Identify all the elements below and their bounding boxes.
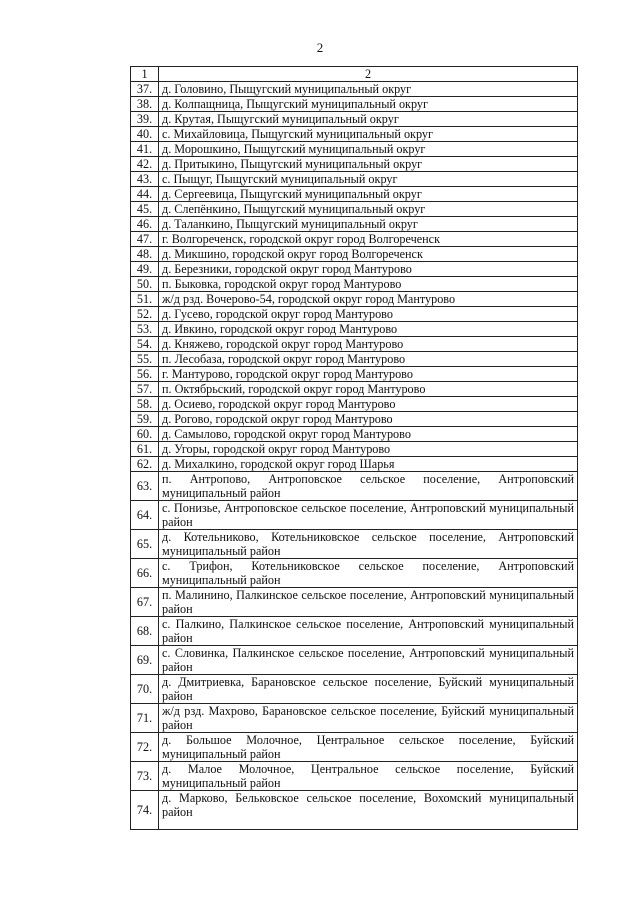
row-number: 73. — [131, 762, 159, 791]
table-row — [131, 397, 578, 412]
table-row — [131, 646, 578, 675]
table-row — [131, 277, 578, 292]
settlement-description: д. Котельниково, Котельниковское сельское поселение, Антроповский муниципальный район — [159, 530, 578, 559]
row-number: 66. — [131, 559, 159, 588]
table-row — [131, 82, 578, 97]
table-row — [131, 337, 578, 352]
row-number: 47. — [131, 232, 159, 247]
table-row — [131, 501, 578, 530]
row-number: 49. — [131, 262, 159, 277]
settlement-description: д. Колпащница, Пыщугский муниципальный округ — [159, 97, 578, 112]
row-number: 64. — [131, 501, 159, 530]
settlement-description: с. Словинка, Палкинское сельское поселение, Антроповский муниципальный район — [159, 646, 578, 675]
settlement-description: ж/д рзд. Вочерово-54, городской округ город Мантурово — [159, 292, 578, 307]
column-header-number: 1 — [131, 67, 159, 82]
table-row — [131, 588, 578, 617]
settlement-description: г. Мантурово, городской округ город Мантурово — [159, 367, 578, 382]
table-row — [131, 307, 578, 322]
page-number: 2 — [316, 40, 324, 55]
settlement-description: д. Крутая, Пыщугский муниципальный округ — [159, 112, 578, 127]
table-row — [131, 142, 578, 157]
row-number: 41. — [131, 142, 159, 157]
row-number: 37. — [131, 82, 159, 97]
table-row — [131, 112, 578, 127]
table-row — [131, 412, 578, 427]
settlement-description: п. Малинино, Палкинское сельское поселение, Антроповский муниципальный район — [159, 588, 578, 617]
settlement-description: с. Михайловица, Пыщугский муниципальный округ — [159, 127, 578, 142]
row-number: 45. — [131, 202, 159, 217]
table-row — [131, 675, 578, 704]
row-number: 40. — [131, 127, 159, 142]
row-number: 72. — [131, 733, 159, 762]
row-number: 43. — [131, 172, 159, 187]
row-number: 71. — [131, 704, 159, 733]
table-row — [131, 217, 578, 232]
row-number: 69. — [131, 646, 159, 675]
table-row — [131, 247, 578, 262]
table-row — [131, 97, 578, 112]
table-row — [131, 427, 578, 442]
settlement-description: п. Быковка, городской округ город Мантурово — [159, 277, 578, 292]
table-row — [131, 157, 578, 172]
settlement-description: с. Понизье, Антроповское сельское поселение, Антроповский муниципальный район — [159, 501, 578, 530]
table-row — [131, 367, 578, 382]
row-number: 67. — [131, 588, 159, 617]
table-row — [131, 472, 578, 501]
settlement-description: п. Антропово, Антроповское сельское поселение, Антроповский муниципальный район — [159, 472, 578, 501]
settlement-description: д. Рогово, городской округ город Мантурово — [159, 412, 578, 427]
row-number: 74. — [131, 791, 159, 830]
settlement-description: д. Княжево, городской округ город Мантурово — [159, 337, 578, 352]
row-number: 57. — [131, 382, 159, 397]
table-row — [131, 442, 578, 457]
settlement-description: ж/д рзд. Махрово, Барановское сельское поселение, Буйский муниципальный район — [159, 704, 578, 733]
row-number: 58. — [131, 397, 159, 412]
row-number: 56. — [131, 367, 159, 382]
table-row — [131, 530, 578, 559]
settlement-description: с. Трифон, Котельниковское сельское поселение, Антроповский муниципальный район — [159, 559, 578, 588]
row-number: 50. — [131, 277, 159, 292]
settlement-description: д. Таланкино, Пыщугский муниципальный округ — [159, 217, 578, 232]
settlement-description: д. Осиево, городской округ город Мантурово — [159, 397, 578, 412]
settlement-description: г. Волгореченск, городской округ город Волгореченск — [159, 232, 578, 247]
row-number: 70. — [131, 675, 159, 704]
table-row — [131, 457, 578, 472]
table-row — [131, 292, 578, 307]
row-number: 55. — [131, 352, 159, 367]
row-number: 65. — [131, 530, 159, 559]
table-row — [131, 352, 578, 367]
row-number: 61. — [131, 442, 159, 457]
row-number: 38. — [131, 97, 159, 112]
settlement-description: д. Ивкино, городской округ город Мантурово — [159, 322, 578, 337]
row-number: 42. — [131, 157, 159, 172]
table-row — [131, 382, 578, 397]
row-number: 60. — [131, 427, 159, 442]
row-number: 63. — [131, 472, 159, 501]
settlement-description: д. Самылово, городской округ город Мантурово — [159, 427, 578, 442]
settlement-description: д. Марково, Бельковское сельское поселение, Вохомский муниципальный район — [159, 791, 578, 830]
row-number: 39. — [131, 112, 159, 127]
settlement-description: с. Палкино, Палкинское сельское поселение, Антроповский муниципальный район — [159, 617, 578, 646]
settlement-description: д. Березники, городской округ город Мантурово — [159, 262, 578, 277]
table-row — [131, 262, 578, 277]
settlements-table — [130, 66, 578, 830]
table-row — [131, 187, 578, 202]
row-number: 48. — [131, 247, 159, 262]
row-number: 44. — [131, 187, 159, 202]
table-row — [131, 733, 578, 762]
settlement-description: п. Октябрьский, городской округ город Мантурово — [159, 382, 578, 397]
table-row — [131, 127, 578, 142]
table-row — [131, 202, 578, 217]
settlement-description: д. Дмитриевка, Барановское сельское поселение, Буйский муниципальный район — [159, 675, 578, 704]
table-row — [131, 617, 578, 646]
table-row — [131, 322, 578, 337]
table-row — [131, 791, 578, 830]
row-number: 62. — [131, 457, 159, 472]
settlement-description: д. Морошкино, Пыщугский муниципальный округ — [159, 142, 578, 157]
table-row — [131, 232, 578, 247]
settlement-description: д. Головино, Пыщугский муниципальный округ — [159, 82, 578, 97]
table-row — [131, 704, 578, 733]
settlement-description: д. Гусево, городской округ город Мантурово — [159, 307, 578, 322]
settlement-description: д. Большое Молочное, Центральное сельское поселение, Буйский муниципальный район — [159, 733, 578, 762]
row-number: 68. — [131, 617, 159, 646]
settlement-description: д. Слепёнкино, Пыщугский муниципальный округ — [159, 202, 578, 217]
settlement-description: д. Михалкино, городской округ город Шарья — [159, 457, 578, 472]
row-number: 53. — [131, 322, 159, 337]
row-number: 51. — [131, 292, 159, 307]
column-header-description: 2 — [159, 67, 578, 82]
settlement-description: д. Притыкино, Пыщугский муниципальный округ — [159, 157, 578, 172]
row-number: 52. — [131, 307, 159, 322]
table-body — [131, 82, 578, 830]
table-row — [131, 559, 578, 588]
table-header-row — [131, 67, 578, 82]
row-number: 54. — [131, 337, 159, 352]
settlement-description: д. Сергеевица, Пыщугский муниципальный округ — [159, 187, 578, 202]
row-number: 59. — [131, 412, 159, 427]
settlement-description: с. Пыщуг, Пыщугский муниципальный округ — [159, 172, 578, 187]
settlement-description: д. Микшино, городской округ город Волгореченск — [159, 247, 578, 262]
settlement-description: д. Малое Молочное, Центральное сельское поселение, Буйский муниципальный район — [159, 762, 578, 791]
row-number: 46. — [131, 217, 159, 232]
settlement-description: д. Угоры, городской округ город Мантурово — [159, 442, 578, 457]
settlement-description: п. Лесобаза, городской округ город Мантурово — [159, 352, 578, 367]
table-row — [131, 762, 578, 791]
table-row — [131, 172, 578, 187]
